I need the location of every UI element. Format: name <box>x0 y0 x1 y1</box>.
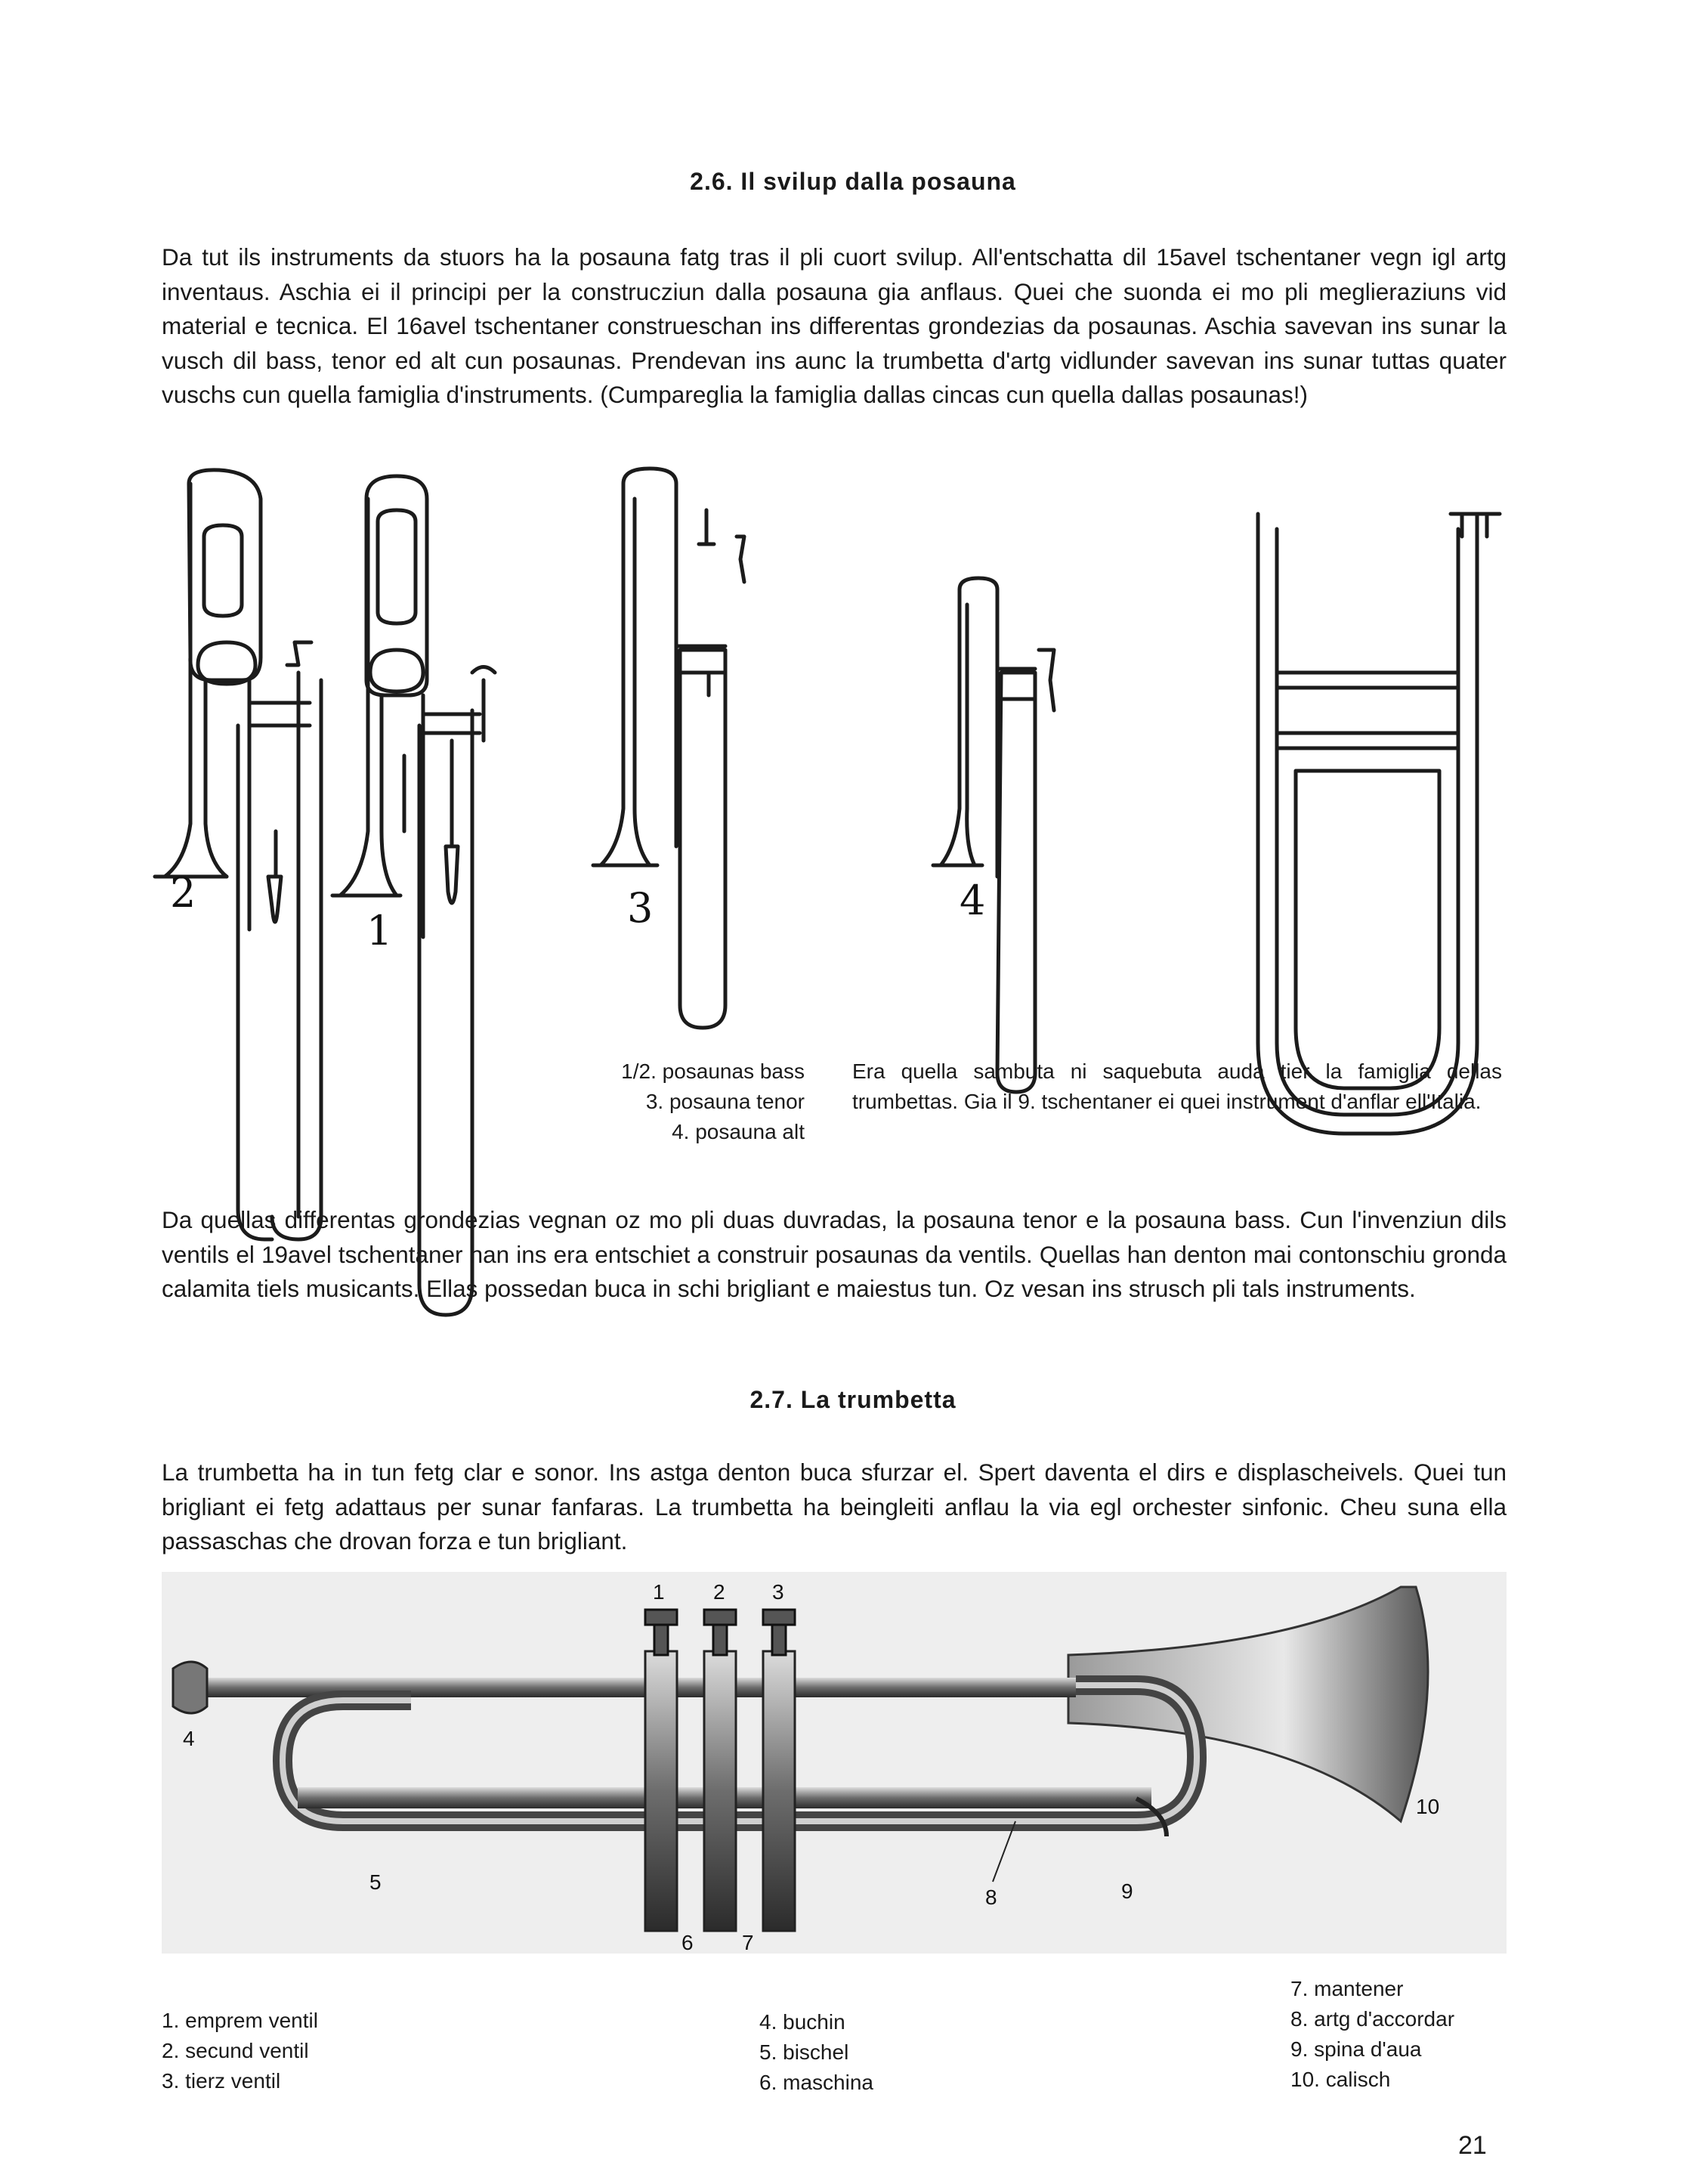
legend-item: 3. tierz ventil <box>162 2069 281 2093</box>
trumpet-photo <box>162 1572 1507 1954</box>
legend-item: 3. posauna tenor <box>645 1090 805 1113</box>
label-6: 6 <box>681 1931 694 1954</box>
bass-trombone-2 <box>155 470 321 1239</box>
label-4: 4 <box>183 1727 195 1750</box>
paragraph-posauna-history <box>162 240 1507 413</box>
legend-item: 4. buchin <box>759 2010 845 2034</box>
label-8: 8 <box>985 1885 997 1909</box>
saquebuta-drawing <box>1258 514 1500 1134</box>
marker-1: 1 <box>366 907 393 954</box>
trumpet-legend-col2 <box>759 2007 873 2098</box>
section-heading-trumbetta: 2.7. La trumbetta <box>749 1386 957 1413</box>
legend-item: 4. posauna alt <box>672 1120 805 1143</box>
alto-trombone-4 <box>933 578 1054 1092</box>
label-5: 5 <box>369 1870 382 1894</box>
section-heading-posauna: 2.6. Il svilup dalla posauna <box>690 168 1016 195</box>
trumpet-legend-col1 <box>162 2006 318 2096</box>
legend-item: 7. mantener <box>1290 1977 1404 2000</box>
label-1: 1 <box>653 1580 665 1604</box>
label-7: 7 <box>742 1931 754 1954</box>
legend-item: 9. spina d'aua <box>1290 2037 1422 2061</box>
bass-trombone-1 <box>332 476 495 1315</box>
marker-4: 4 <box>960 877 986 924</box>
marker-3: 3 <box>627 884 654 932</box>
legend-item: 1/2. posaunas bass <box>621 1060 805 1083</box>
legend-item: 2. secund ventil <box>162 2039 309 2062</box>
paragraph-trumbetta <box>162 1455 1507 1559</box>
paragraph-text: La trumbetta ha in tun fetg clar e sonor. Ins astga denton buca sfurzar el. Spert daventa el dirs e displascheivels. Quei tun brigliant ei fetg adattaus per sunar fanfaras. La trumbetta ha beingleiti anflau la via egl orchester sinfonic. Cheu suna ella passaschas che drovan forza e tun brigliant. <box>162 1459 1507 1554</box>
label-2: 2 <box>713 1580 725 1604</box>
figure-1-note <box>852 1056 1502 1117</box>
legend-item: 1. emprem ventil <box>162 2009 318 2032</box>
trumpet-legend-col3 <box>1290 1974 1454 2095</box>
label-3: 3 <box>772 1580 784 1604</box>
note-text: Era quella sambuta ni saquebuta auda tier la famiglia dellas trumbettas. Gia il 9. tschentaner ei quei instrument d'anflar ell'Italia. <box>852 1060 1502 1113</box>
legend-item: 10. calisch <box>1290 2068 1391 2091</box>
figure-1-legend <box>544 1056 805 1147</box>
label-10: 10 <box>1416 1795 1440 1818</box>
legend-item: 8. artg d'accordar <box>1290 2007 1455 2031</box>
paragraph-posauna-today <box>162 1203 1507 1307</box>
tenor-trombone-3 <box>593 469 744 1028</box>
legend-item: 5. bischel <box>759 2040 849 2064</box>
legend-item: 6. maschina <box>759 2071 873 2094</box>
paragraph-text: Da tut ils instruments da stuors ha la posauna fatg tras il pli cuort svilup. All'entschatta dil 15avel tschentaner vegn igl artg inventaus. Aschia ei il principi per la construcziun dalla posauna gia anflaus. Quei che suonda ei mo pli meglieraziuns vid material e tecnica. El 16avel tschentaner construeschan ins differentas grondezias da posaunas. Aschia savevan ins sunar la vusch dil bass, tenor ed alt cun posaunas. Prendevan ins aunc la trumbetta d'artg vidlunder savevan ins sunar tuttas quater vuschs cun quella famiglia d'instruments. (Cumpareglia la famiglia dallas cincas cun quella dallas posaunas!) <box>162 243 1507 408</box>
label-9: 9 <box>1121 1879 1133 1903</box>
page-number: 21 <box>1458 2131 1487 2160</box>
paragraph-text: Da quellas differentas grondezias vegnan oz mo pli duas duvradas, la posauna tenor e la posauna bass. Cun l'invenziun dils ventils el 19avel tschentaner han ins era entschiet a construir posaunas da ventils. Quellas han denton mai contonschiu gronda calamita tiels musicants. Ellas possedan buca in schi brigliant e maiestus tun. Oz vesan ins strusch pli tals instruments. <box>162 1206 1507 1302</box>
marker-2: 2 <box>170 869 196 917</box>
